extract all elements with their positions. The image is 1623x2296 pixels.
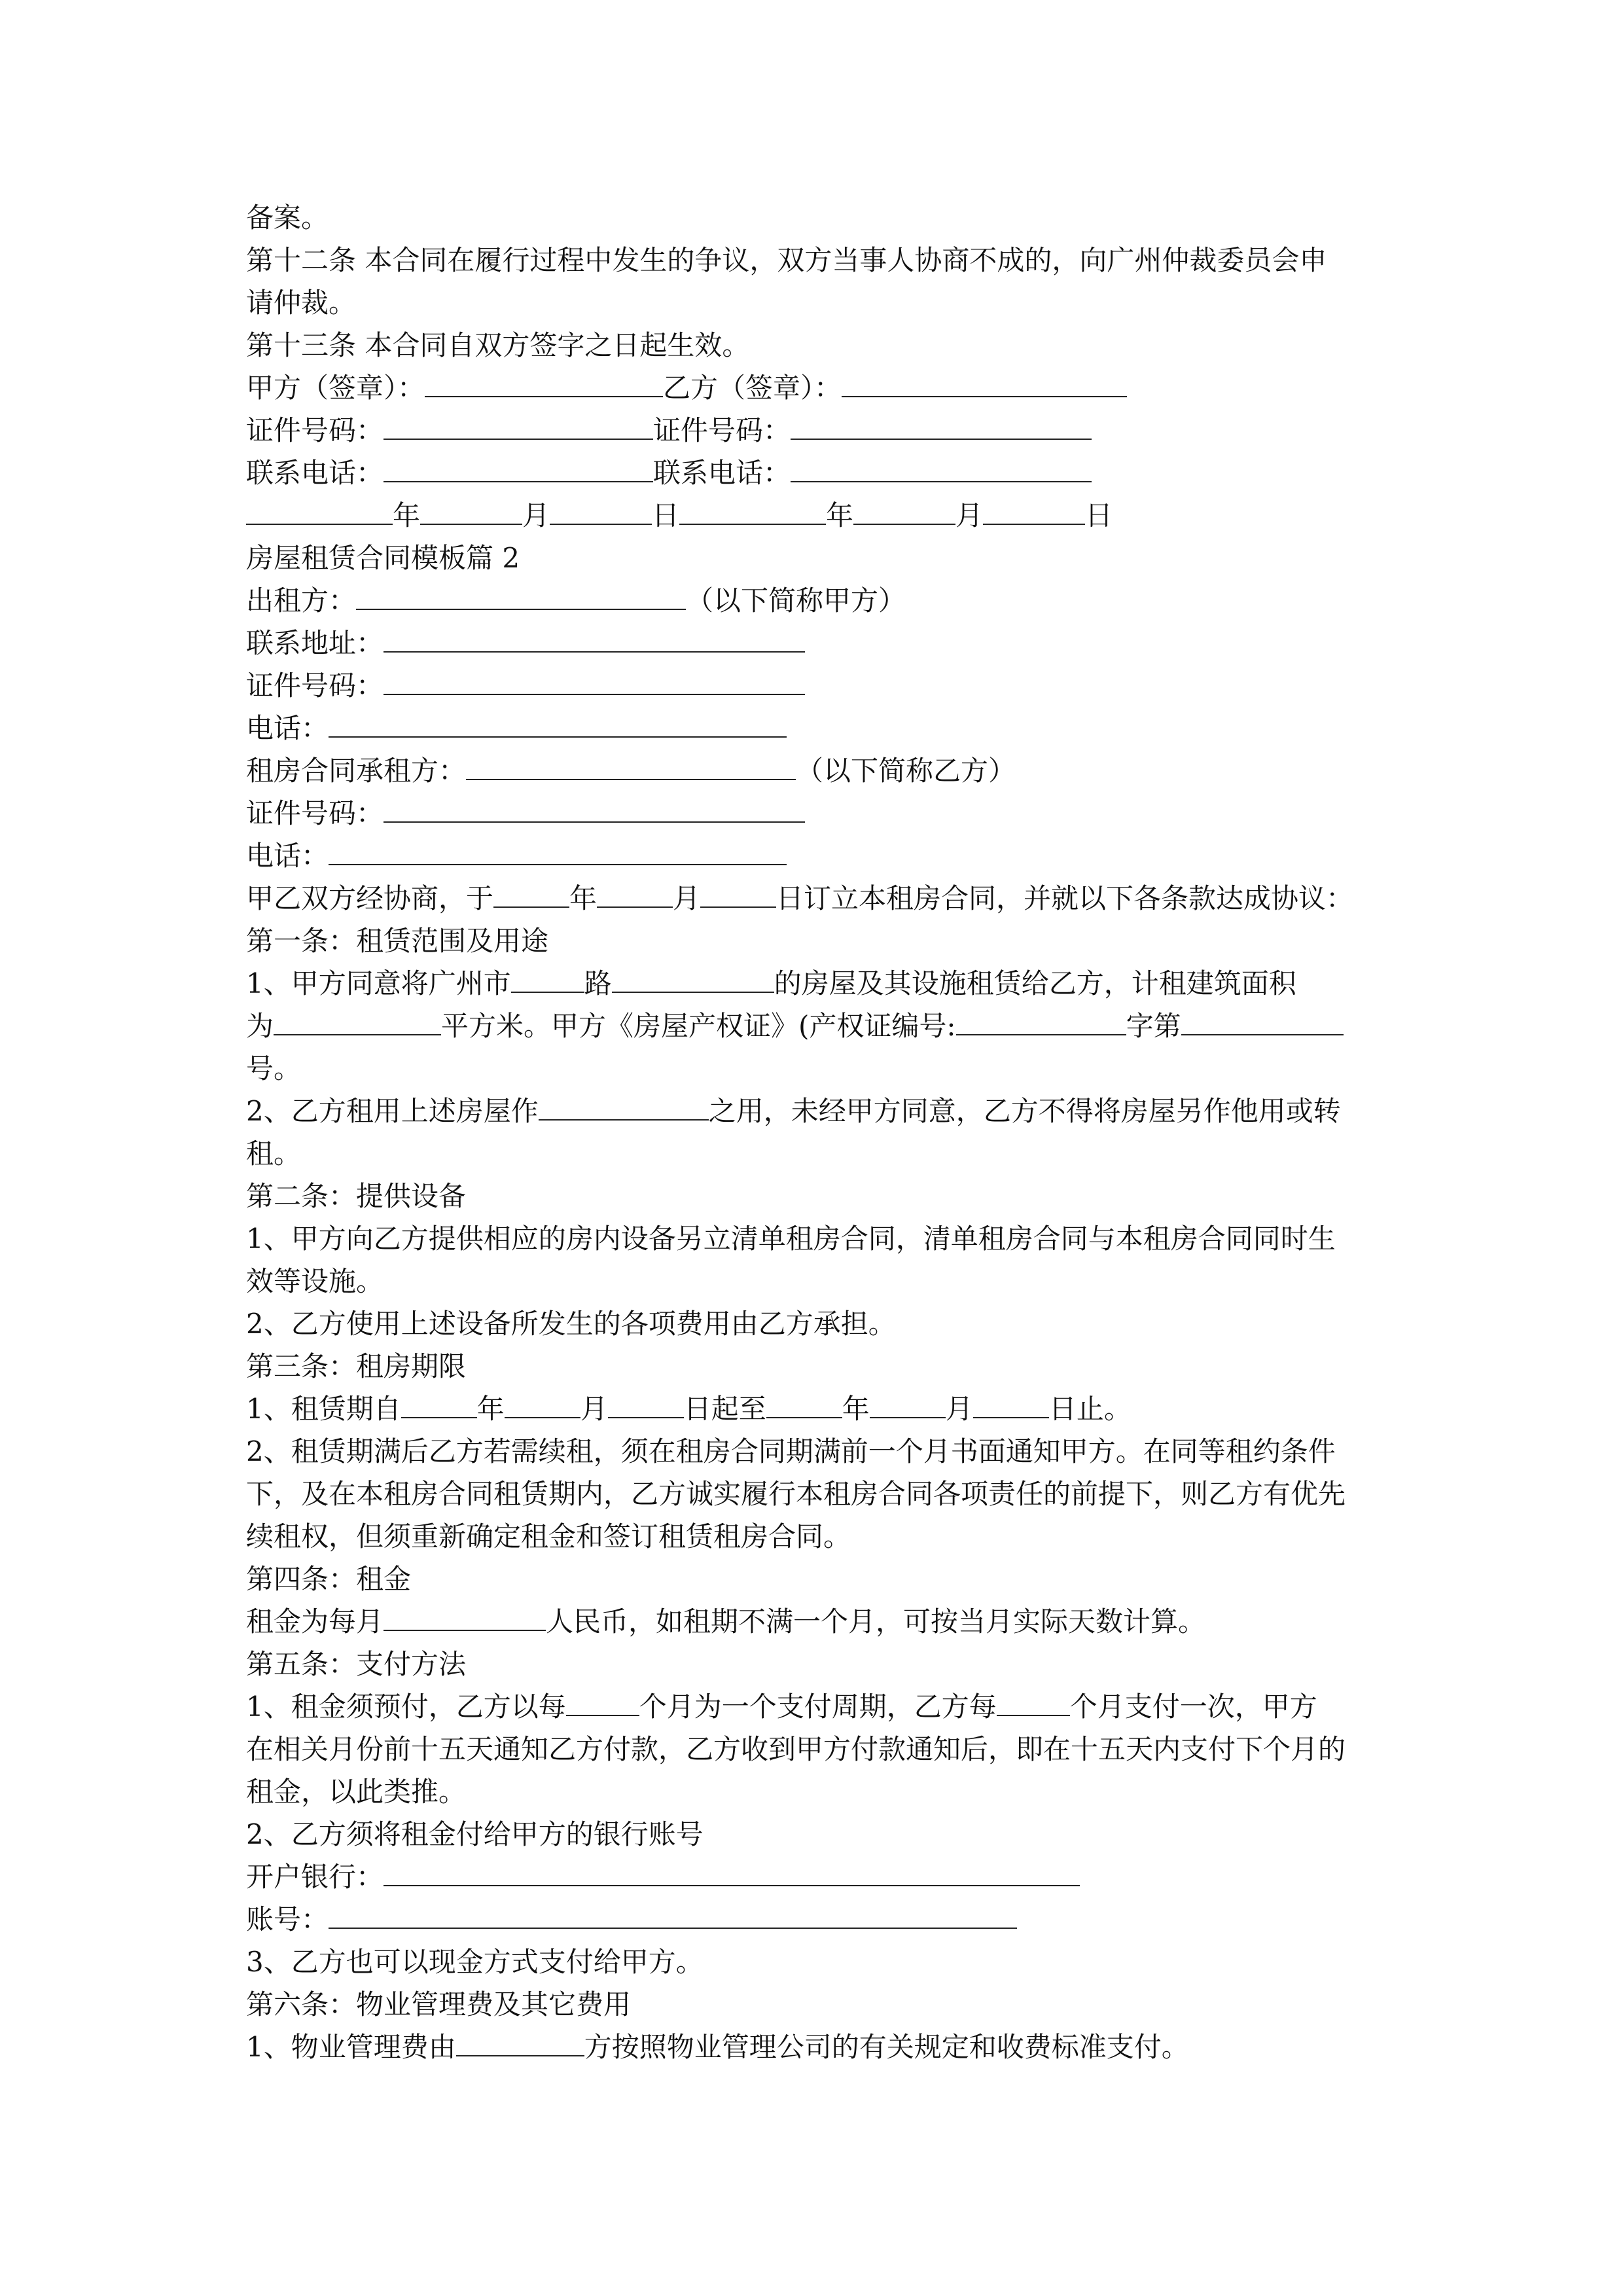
- address-label: 联系地址：: [246, 627, 384, 659]
- lessor-blank: [356, 583, 686, 610]
- address-blank: [383, 625, 805, 653]
- rent-blank: [383, 1604, 546, 1631]
- party-b-sign-label: 乙方（签章）：: [663, 372, 842, 404]
- article-4-title: [246, 1558, 1385, 1600]
- clause-text: 的房屋及其设施租赁给乙方，计租建筑面积: [774, 967, 1296, 999]
- date-blank: [679, 497, 826, 525]
- date-blank: [700, 880, 776, 908]
- clause-text: 效等设施。: [246, 1265, 384, 1297]
- lessor-tel-label: 电话：: [246, 712, 329, 744]
- clause-5-3: [246, 1941, 1385, 1983]
- day-label: 日: [1085, 499, 1113, 531]
- address-row: [246, 622, 1385, 664]
- article-3-title: [246, 1345, 1385, 1388]
- month-label: 月: [945, 1393, 973, 1425]
- month-label: 月: [522, 499, 550, 531]
- party-a-phone-label: 联系电话：: [246, 457, 384, 489]
- party-b-id-label: 证件号码：: [653, 414, 791, 446]
- date-blank: [853, 497, 955, 525]
- clause-text: 下，及在本租房合同租赁期内，乙方诚实履行本租房合同各项责任的前提下，则乙方有优先: [246, 1478, 1346, 1510]
- month-label: 月: [580, 1393, 608, 1425]
- clause-text: 1、甲方向乙方提供相应的房内设备另立清单租房合同，清单租房合同与本租房合同同时生: [246, 1223, 1336, 1255]
- party-a-id-blank: [383, 412, 653, 440]
- clause-text: 字第: [1126, 1010, 1181, 1042]
- clause-text: 路: [584, 967, 612, 999]
- clause-1-1-cont: [246, 1005, 1385, 1047]
- clause-5-1-end: [246, 1770, 1385, 1813]
- clause-text: 号。: [246, 1052, 302, 1085]
- date-blank: [246, 497, 393, 525]
- lessee-tel-row: [246, 834, 1385, 877]
- period-blank: [566, 1689, 639, 1716]
- clause-text: 租金，以此类推。: [246, 1776, 467, 1808]
- date-blank: [493, 880, 569, 908]
- clause-text: 1、甲方同意将广州市: [246, 967, 511, 999]
- article-2-title: [246, 1175, 1385, 1217]
- date-blank: [870, 1391, 946, 1418]
- lessee-suffix: （以下简称乙方）: [796, 755, 1016, 787]
- lessee-id-label: 证件号码：: [246, 797, 384, 829]
- area-blank: [274, 1008, 441, 1035]
- lessee-label: 租房合同承租方：: [246, 755, 467, 787]
- article-13: [246, 324, 1385, 367]
- clause-text: 1、租赁期自: [246, 1393, 401, 1425]
- year-label: 年: [826, 499, 854, 531]
- clause-text: 2、乙方租用上述房屋作: [246, 1095, 539, 1127]
- clause-text: 租。: [246, 1138, 302, 1170]
- article-1-title: [246, 920, 1385, 962]
- clause-2-1: [246, 1217, 1385, 1260]
- clause-text: 为: [246, 1010, 274, 1042]
- date-row: [246, 494, 1385, 537]
- clause-2-1-cont: [246, 1260, 1385, 1302]
- lessor-tel-blank: [329, 710, 787, 738]
- agreement-text: 日订立本租房合同，并就以下各条款达成协议：: [776, 882, 1354, 914]
- signature-row: [246, 367, 1385, 409]
- id-row: [246, 409, 1385, 452]
- year-label: 年: [393, 499, 421, 531]
- road-blank: [511, 965, 584, 993]
- date-blank: [597, 880, 673, 908]
- clause-text: 平方米。甲方《房屋产权证》(产权证编号:: [441, 1010, 956, 1042]
- party-b-phone-label: 联系电话：: [653, 457, 791, 489]
- lessor-row: [246, 579, 1385, 622]
- account-row: [246, 1898, 1385, 1941]
- clause-text: 方按照物业管理公司的有关规定和收费标准支付。: [584, 2031, 1189, 2063]
- article-title: 第五条：支付方法: [246, 1648, 467, 1680]
- party-a-sign-blank: [425, 370, 663, 397]
- bank-row: [246, 1856, 1385, 1898]
- lessor-label: 出租方：: [246, 584, 357, 617]
- period-blank: [997, 1689, 1070, 1716]
- article-12: [246, 239, 1385, 281]
- usage-blank: [539, 1093, 709, 1121]
- article-title: 第三条：租房期限: [246, 1350, 467, 1382]
- address-detail-blank: [612, 965, 774, 993]
- lessor-id-row: [246, 664, 1385, 707]
- clause-text: 备案。: [246, 202, 329, 234]
- date-blank: [505, 1391, 580, 1418]
- day-label: 日: [652, 499, 680, 531]
- date-blank: [973, 1391, 1049, 1418]
- clause-1-2: [246, 1090, 1385, 1132]
- year-label: 年: [842, 1393, 870, 1425]
- clause-text: 2、乙方使用上述设备所发生的各项费用由乙方承担。: [246, 1308, 896, 1340]
- clause-3-2-end: [246, 1515, 1385, 1558]
- party-a-sign-label: 甲方（签章）：: [246, 372, 425, 404]
- text-line: [246, 196, 1385, 239]
- party-b-sign-blank: [842, 370, 1127, 397]
- article-title: 第四条：租金: [246, 1563, 412, 1595]
- date-blank: [420, 497, 522, 525]
- clause-text: 1、物业管理费由: [246, 2031, 456, 2063]
- lessor-id-label: 证件号码：: [246, 670, 384, 702]
- clause-text: 续租权，但须重新确定租金和签订租赁租房合同。: [246, 1520, 851, 1552]
- clause-3-1: [246, 1388, 1385, 1430]
- date-blank: [766, 1391, 842, 1418]
- lessee-tel-blank: [329, 838, 787, 865]
- article-title: 第六条：物业管理费及其它费用: [246, 1988, 632, 2020]
- agreement-row: [246, 877, 1385, 920]
- month-label: 月: [955, 499, 984, 531]
- year-label: 年: [476, 1393, 505, 1425]
- account-blank: [329, 1901, 1017, 1929]
- lessor-tel-row: [246, 707, 1385, 749]
- party-b-id-blank: [791, 412, 1092, 440]
- party-b-phone-blank: [791, 455, 1092, 482]
- clause-1-1-end: [246, 1047, 1385, 1090]
- contract-page: [246, 196, 1385, 2068]
- month-label: 月: [673, 882, 701, 914]
- clause-5-1: [246, 1685, 1385, 1728]
- clause-1-1: [246, 962, 1385, 1005]
- payer-blank: [456, 2029, 584, 2056]
- section-title-text: 房屋租赁合同模板篇 2: [246, 542, 520, 574]
- clause-2-2: [246, 1302, 1385, 1345]
- clause-text: 租金为每月: [246, 1605, 384, 1638]
- article-title: 第一条：租赁范围及用途: [246, 925, 549, 957]
- agreement-text: 甲乙双方经协商，于: [246, 882, 494, 914]
- clause-3-2-cont: [246, 1473, 1385, 1515]
- clause-6-1: [246, 2026, 1385, 2068]
- clause-text: 2、租赁期满后乙方若需续租，须在租房合同期满前一个月书面通知甲方。在同等租约条件: [246, 1435, 1336, 1467]
- clause-text: 个月支付一次，甲方: [1069, 1691, 1317, 1723]
- bank-blank: [383, 1859, 1080, 1886]
- clause-text: 2、乙方须将租金付给甲方的银行账号: [246, 1818, 704, 1850]
- clause-text: 人民币，如租期不满一个月，可按当月实际天数计算。: [546, 1605, 1206, 1638]
- clause-text: 日起至: [683, 1393, 766, 1425]
- party-a-id-label: 证件号码：: [246, 414, 384, 446]
- clause-text: 请仲裁。: [246, 287, 357, 319]
- clause-text: 第十二条 本合同在履行过程中发生的争议，双方当事人协商不成的，向广州仲裁委员会申: [246, 244, 1327, 276]
- clause-text: 1、租金须预付，乙方以每: [246, 1691, 566, 1723]
- bank-label: 开户银行：: [246, 1861, 384, 1893]
- clause-text: 在相关月份前十五天通知乙方付款，乙方收到甲方付款通知后，即在十五天内支付下个月的: [246, 1733, 1346, 1765]
- cert-number-blank: [1181, 1008, 1344, 1035]
- party-a-phone-blank: [383, 455, 653, 482]
- lessee-row: [246, 749, 1385, 792]
- article-5-title: [246, 1643, 1385, 1685]
- lessor-id-blank: [383, 668, 805, 695]
- clause-3-2: [246, 1430, 1385, 1473]
- clause-5-2: [246, 1813, 1385, 1856]
- lessee-blank: [466, 753, 796, 780]
- clause-4: [246, 1600, 1385, 1643]
- clause-text: 之用，未经甲方同意，乙方不得将房屋另作他用或转: [708, 1095, 1341, 1127]
- account-label: 账号：: [246, 1903, 329, 1935]
- date-blank: [983, 497, 1085, 525]
- article-title: 第二条：提供设备: [246, 1180, 467, 1212]
- year-label: 年: [569, 882, 597, 914]
- phone-row: [246, 452, 1385, 494]
- clause-text: 个月为一个支付周期，乙方每: [639, 1691, 997, 1723]
- text-line: [246, 281, 1385, 324]
- clause-5-1-cont: [246, 1728, 1385, 1770]
- section-title: [246, 537, 1385, 579]
- article-6-title: [246, 1983, 1385, 2026]
- cert-number-blank: [956, 1008, 1126, 1035]
- lessor-suffix: （以下简称甲方）: [686, 584, 906, 617]
- lessee-id-blank: [383, 795, 805, 823]
- clause-text: 日止。: [1048, 1393, 1132, 1425]
- date-blank: [401, 1391, 477, 1418]
- clause-1-2-end: [246, 1132, 1385, 1175]
- lessee-tel-label: 电话：: [246, 840, 329, 872]
- clause-text: 第十三条 本合同自双方签字之日起生效。: [246, 329, 750, 361]
- lessee-id-row: [246, 792, 1385, 834]
- clause-text: 3、乙方也可以现金方式支付给甲方。: [246, 1946, 704, 1978]
- date-blank: [608, 1391, 684, 1418]
- date-blank: [550, 497, 652, 525]
